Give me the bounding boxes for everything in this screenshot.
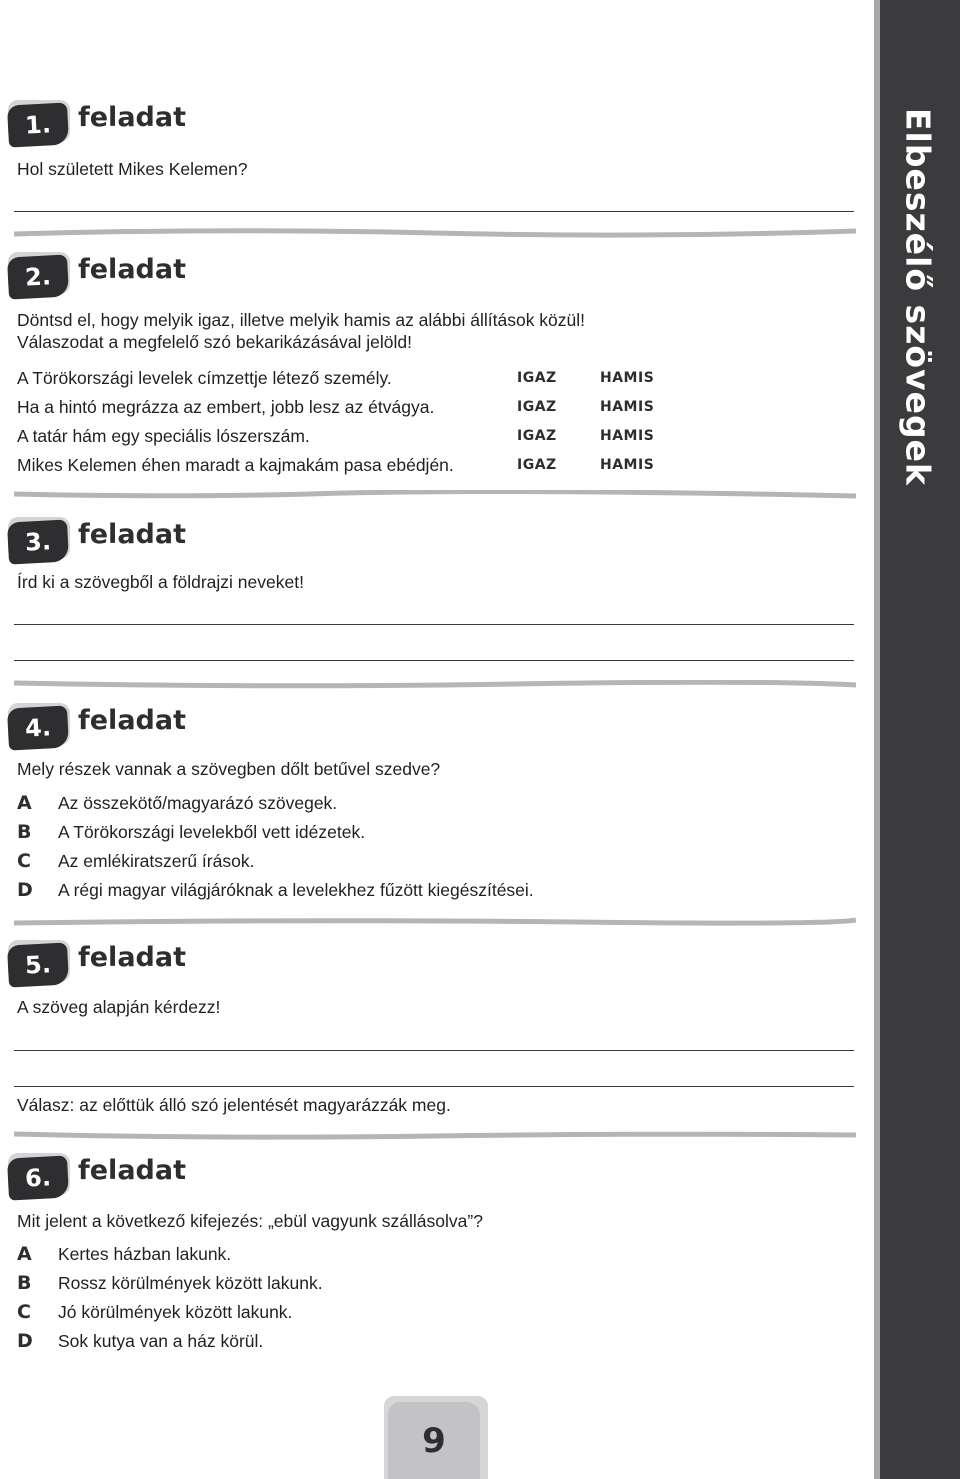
statement-row: [17, 425, 717, 447]
option-text: A Törökországi levelekből vett idézetek.: [58, 822, 366, 842]
option-text: Az összekötő/magyarázó szövegek.: [58, 793, 338, 813]
statement-row: [17, 396, 717, 418]
task-1-badge: [8, 100, 70, 142]
option-letter: C: [17, 1301, 31, 1323]
task-5-title: feladat: [78, 942, 186, 973]
igaz-option[interactable]: IGAZ: [517, 399, 557, 415]
task-2-title: feladat: [78, 254, 186, 285]
task-3-title: feladat: [78, 519, 186, 550]
task-2-number: 2.: [24, 262, 52, 292]
igaz-option[interactable]: IGAZ: [517, 370, 557, 386]
section-divider: [14, 1131, 856, 1141]
option-letter: C: [17, 850, 31, 872]
option-letter: D: [17, 1330, 33, 1352]
statement-row: [17, 454, 717, 476]
task-1-title: feladat: [78, 102, 186, 133]
task-2-instruction: Válaszodat a megfelelő szó bekarikázásával jelöld!: [17, 332, 412, 352]
task-4-badge: [8, 703, 70, 745]
task-5-badge: [8, 940, 70, 982]
section-divider: [14, 917, 856, 927]
task-1-number: 1.: [24, 110, 52, 140]
answer-option[interactable]: [17, 1243, 737, 1265]
answer-option[interactable]: [17, 879, 737, 901]
answer-option[interactable]: [17, 1330, 737, 1352]
hamis-option[interactable]: HAMIS: [600, 399, 655, 415]
task-2-instruction: Döntsd el, hogy melyik igaz, illetve melyik hamis az alábbi állítások közül!: [17, 310, 586, 330]
statement-text: A tatár hám egy speciális lószerszám.: [17, 426, 310, 446]
option-text: Az emlékiratszerű írások.: [58, 851, 255, 871]
answer-line: [14, 211, 854, 212]
option-letter: A: [17, 1243, 32, 1265]
option-letter: A: [17, 792, 32, 814]
option-text: Kertes házban lakunk.: [58, 1244, 232, 1264]
option-text: Jó körülmények között lakunk.: [58, 1302, 293, 1322]
sidebar-title: Elbeszélő szövegek: [898, 108, 938, 486]
option-text: A régi magyar világjáróknak a levelekhez fűzött kiegészítései.: [58, 880, 534, 900]
answer-option[interactable]: [17, 850, 737, 872]
option-letter: B: [17, 1272, 32, 1294]
task-2-badge: [8, 252, 70, 294]
task-6-question: Mit jelent a következő kifejezés: „ebül vagyunk szállásolva”?: [17, 1211, 483, 1231]
task-6-number: 6.: [24, 1163, 52, 1193]
statement-row: [17, 367, 717, 389]
task-3-number: 3.: [24, 527, 52, 557]
section-divider: [14, 680, 856, 690]
statement-text: Mikes Kelemen éhen maradt a kajmakám pasa ebédjén.: [17, 455, 454, 475]
task-4-title: feladat: [78, 705, 186, 736]
answer-option[interactable]: [17, 821, 737, 843]
option-text: Sok kutya van a ház körül.: [58, 1331, 264, 1351]
hamis-option[interactable]: HAMIS: [600, 457, 655, 473]
answer-line: [14, 1050, 854, 1051]
hamis-option[interactable]: HAMIS: [600, 370, 655, 386]
answer-option[interactable]: [17, 792, 737, 814]
section-divider: [14, 490, 856, 500]
task-4-number: 4.: [24, 713, 52, 743]
statement-text: A Törökországi levelek címzettje létező személy.: [17, 368, 392, 388]
answer-option[interactable]: [17, 1272, 737, 1294]
task-5-question: A szöveg alapján kérdezz!: [17, 997, 221, 1017]
task-6-badge: [8, 1153, 70, 1195]
page-number-tab: [384, 1396, 488, 1479]
answer-line: [14, 624, 854, 625]
page-number: 9: [422, 1420, 446, 1461]
task-3-question: Írd ki a szövegből a földrajzi neveket!: [17, 572, 304, 592]
igaz-option[interactable]: IGAZ: [517, 457, 557, 473]
task-3-badge: [8, 517, 70, 559]
section-divider: [14, 228, 856, 238]
answer-line: [14, 1086, 854, 1087]
task-5-number: 5.: [24, 950, 52, 980]
task-6-title: feladat: [78, 1155, 186, 1186]
answer-option[interactable]: [17, 1301, 737, 1323]
option-text: Rossz körülmények között lakunk.: [58, 1273, 323, 1293]
igaz-option[interactable]: IGAZ: [517, 428, 557, 444]
answer-line: [14, 660, 854, 661]
statement-text: Ha a hintó megrázza az embert, jobb lesz az étvágya.: [17, 397, 435, 417]
task-1-question: Hol született Mikes Kelemen?: [17, 159, 248, 179]
option-letter: B: [17, 821, 32, 843]
task-5-answer: Válasz: az előttük álló szó jelentését magyarázzák meg.: [17, 1095, 451, 1115]
hamis-option[interactable]: HAMIS: [600, 428, 655, 444]
option-letter: D: [17, 879, 33, 901]
task-4-question: Mely részek vannak a szövegben dőlt betűvel szedve?: [17, 759, 441, 779]
